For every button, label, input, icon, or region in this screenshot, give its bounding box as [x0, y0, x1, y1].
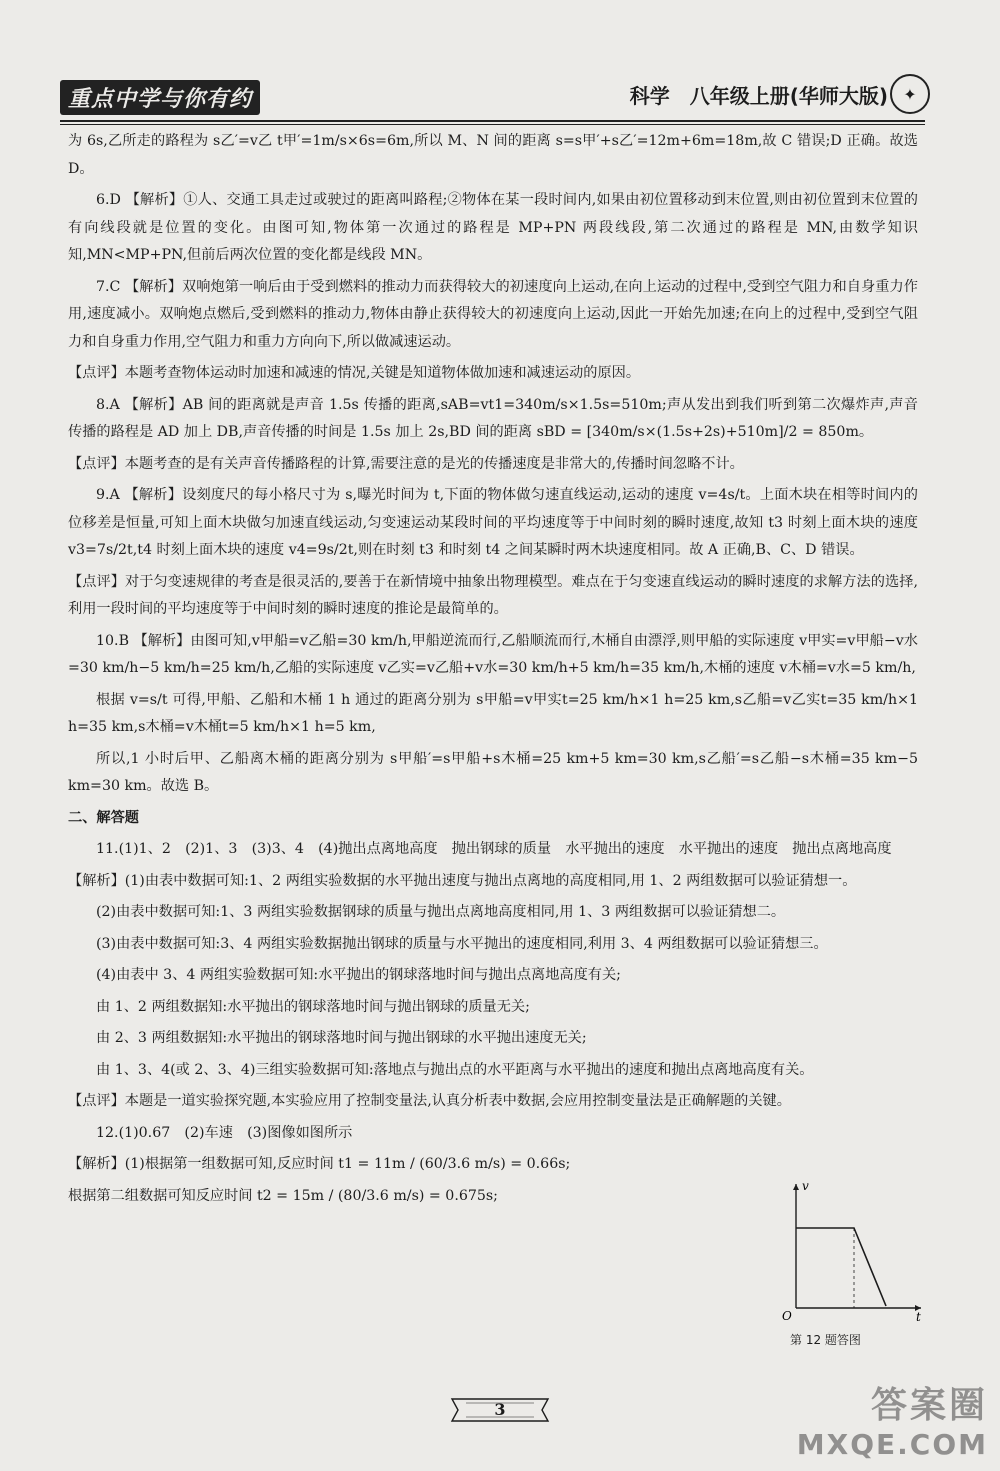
- v-axis-label: v: [802, 1179, 809, 1193]
- figure-caption: 第 12 题答图: [790, 1333, 861, 1347]
- answer-7: 7.C 【解析】双响炮第一响后由于受到燃料的推动力而获得较大的初速度向上运动,在向上运动的过程中,受到空气阻力和自身重力作用,速度减小。双响炮点燃后,受到燃料的推动力,物体由静止获得较大的初速度向上运动,因此一开始先加速;在向上的过程中,受到空气阻力和自身重力作用,空气阻力和重力方向向下,所以做减速运动。: [68, 278, 918, 350]
- analysis-11-4: (4)由表中 3、4 两组实验数据可知:水平抛出的钢球落地时间与抛出点离地高度有关;: [96, 967, 621, 983]
- vt-graph: [776, 1178, 926, 1323]
- answer-content: [68, 128, 918, 1214]
- watermark-line-2: MXQE.COM: [796, 1428, 988, 1461]
- v-axis-arrow: [793, 1184, 799, 1190]
- answer-12: 12.(1)0.67 (2)车速 (3)图像如图所示: [96, 1124, 353, 1141]
- answer-9: 9.A 【解析】设刻度尺的每小格尺寸为 s,曝光时间为 t,下面的物体做匀速直线运动,运动的速度 v=4s/t。上面木块在相等时间内的位移差是恒量,可知上面木块做匀加速直线运动,匀变速运动某段时间的平均速度等于中间时刻的瞬时速度,故知 t3 时刻上面木块的速度 v3=7s/2t,t4 时刻上面木块的速度 v4=9s/2t,则在时刻 t3 和时刻 t4 之间某瞬时两木块速度相同。故 A 正确,B、C、D 错误。: [68, 487, 918, 558]
- answer-6: 6.D 【解析】①人、交通工具走过或驶过的距离叫路程;②物体在某一段时间内,如果由初位置移动到末位置,则由初位置到末位置的有向线段就是位置的变化。由图可知,物体第一次通过的路程是 MP+PN 两段线段,第二次通过的路程是 MN,由数学知识知,MN<MP+PN,但前后两次位置的变化都是线段 MN。: [68, 192, 918, 263]
- page-header: [60, 70, 930, 120]
- analysis-11-3: (3)由表中数据可知:3、4 两组实验数据抛出钢球的质量与水平抛出的速度相同,利用 3、4 两组数据可以验证猜想三。: [96, 935, 828, 952]
- paragraph: 为 6s,乙所走的路程为 s乙′=v乙 t甲′=1m/s×6s=6m,所以 M、N 间的距离 s=s甲′+s乙′=12m+6m=18m,故 C 错误;D 正确。故选 D。: [68, 133, 918, 177]
- header-rule: [60, 120, 925, 122]
- subject-title: 科学 八年级上册(华师大版): [629, 84, 888, 108]
- section-heading: 二、解答题: [68, 809, 139, 826]
- vt-line: [796, 1228, 886, 1306]
- analysis-11-5: 由 1、2 两组数据知:水平抛出的钢球落地时间与抛出钢球的质量无关;: [96, 998, 530, 1015]
- comment-11: 【点评】本题是一道实验探究题,本实验应用了控制变量法,认真分析表中数据,会应用控制变量法是正确解题的关键。: [68, 1093, 791, 1109]
- series-title: 重点中学与你有约: [60, 80, 260, 115]
- answer-10: 10.B 【解析】由图可知,v甲船=v乙船=30 km/h,甲船逆流而行,乙船顺流而行,木桶自由漂浮,则甲船的实际速度 v甲实=v甲船−v水=30 km/h−5 km/h=25 km/h,乙船的实际速度 v乙实=v乙船+v水=30 km/h+5 km/h=35 km/h,木桶的速度 v木桶=v水=5 km/h,: [68, 632, 918, 676]
- site-watermark: [797, 1377, 988, 1461]
- analysis-11-1: 【解析】(1)由表中数据可知:1、2 两组实验数据的水平抛出速度与抛出点离地的高度相同,用 1、2 两组数据可以验证猜想一。: [68, 872, 857, 889]
- page-number: 3: [494, 1400, 506, 1419]
- answer-8: 8.A 【解析】AB 间的距离就是声音 1.5s 传播的距离,sAB=vt1=340m/s×1.5s=510m;声从发出到我们听到第二次爆炸声,声音传播的路程是 AD 加上 DB,声音传播的时间是 1.5s 加上 2s,BD 间的距离 sBD = [340m/s×(1.5s+2s)+510m]/2 = 850m。: [68, 396, 918, 440]
- answer-11: 11.(1)1、2 (2)1、3 (3)3、4 (4)抛出点离地高度 抛出钢球的质量 水平抛出的速度 水平抛出的速度 抛出点离地高度: [96, 841, 892, 857]
- analysis-11-2: (2)由表中数据可知:1、3 两组实验数据钢球的质量与抛出点离地高度相同,用 1、3 两组数据可以验证猜想二。: [96, 904, 786, 920]
- origin-label: O: [782, 1309, 792, 1323]
- header-rule-thin: [60, 124, 925, 125]
- comment-8: 【点评】本题考查的是有关声音传播路程的计算,需要注意的是光的传播速度是非常大的,传播时间忽略不计。: [68, 455, 744, 472]
- analysis-11-7: 由 1、3、4(或 2、3、4)三组实验数据可知:落地点与抛出点的水平距离与水平抛出的速度和抛出点离地高度有关。: [96, 1061, 814, 1078]
- answer-10-calc: 根据 v=s/t 可得,甲船、乙船和木桶 1 h 通过的距离分别为 s甲船=v甲实t=25 km/h×1 h=25 km,s乙船=v乙实t=35 km/h×1 h=35 km,s木桶=v木桶t=5 km/h×1 h=5 km,: [68, 691, 918, 735]
- watermark-line-1: 答案圈: [870, 1385, 988, 1426]
- analysis-12-1: 【解析】(1)根据第一组数据可知,反应时间 t1 = 11m / (60/3.6 m/s) = 0.66s;: [68, 1156, 571, 1172]
- comment-7: 【点评】本题考查物体运动时加速和减速的情况,关键是知道物体做加速和减速运动的原因。: [68, 365, 641, 381]
- analysis-11-6: 由 2、3 两组数据知:水平抛出的钢球落地时间与抛出钢球的水平抛出速度无关;: [96, 1030, 587, 1046]
- analysis-12-2: 根据第二组数据可知反应时间 t2 = 15m / (80/3.6 m/s) = 0.675s;: [68, 1187, 498, 1204]
- page-number-badge: [448, 1395, 552, 1425]
- answer-10-result: 所以,1 小时后甲、乙船离木桶的距离分别为 s甲船′=s甲船+s木桶=25 km+5 km=30 km,s乙船′=s乙船−s木桶=35 km−5 km=30 km。故选 B。: [68, 750, 918, 794]
- t-axis-label: t: [916, 1310, 921, 1323]
- comment-9: 【点评】对于匀变速规律的考查是很灵活的,要善于在新情境中抽象出物理模型。难点在于匀变速直线运动的瞬时速度的求解方法的选择,利用一段时间的平均速度等于中间时刻的瞬时速度的推论是最简单的。: [68, 573, 918, 617]
- emblem-icon: ✦: [890, 74, 930, 114]
